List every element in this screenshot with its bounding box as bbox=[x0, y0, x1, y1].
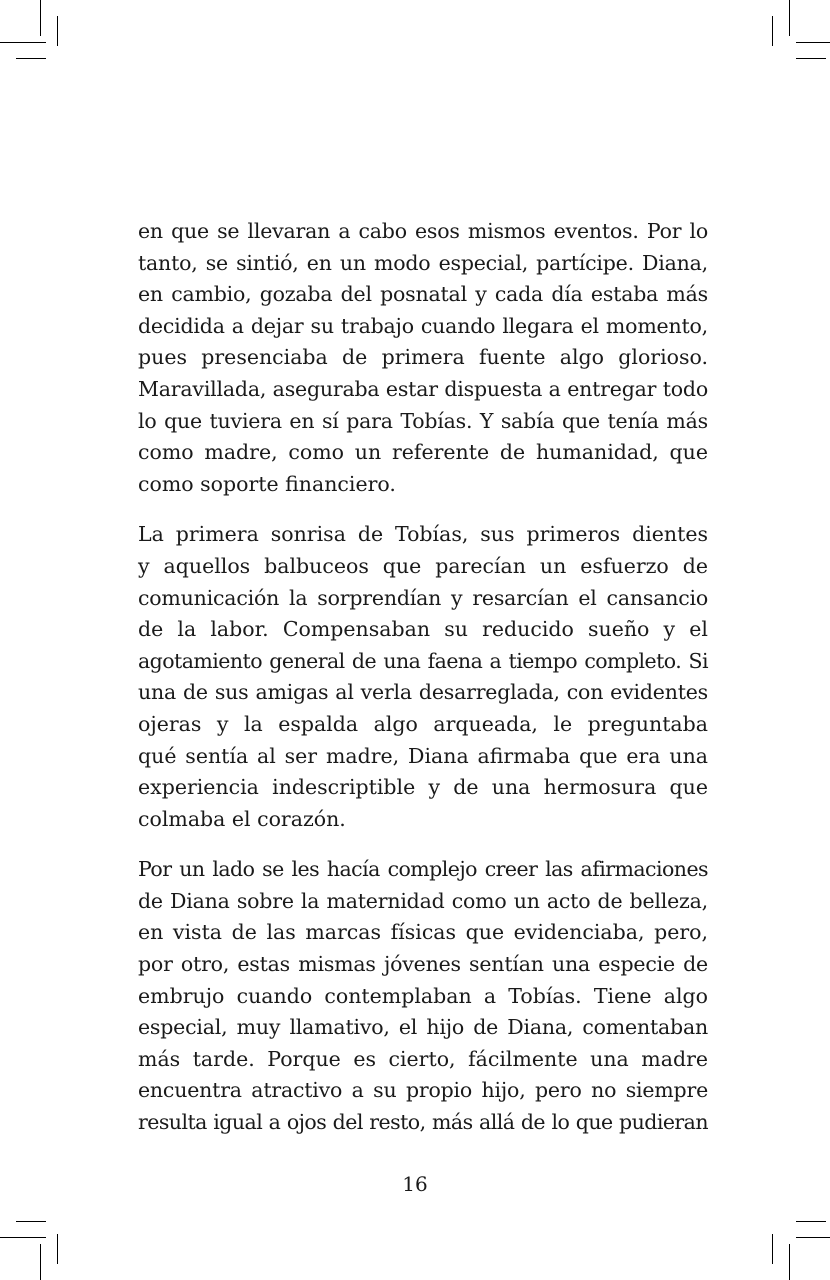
text-line: comunicación la sorprendían y resarcían el cansancio bbox=[138, 585, 708, 610]
text-line: encuentra atractivo a su propio hijo, pero no siempre bbox=[138, 1078, 708, 1103]
crop-mark-top-right-v2 bbox=[772, 16, 773, 46]
text-line: como soporte financiero. bbox=[138, 471, 396, 496]
text-line: en vista de las marcas físicas que evidenciaba, pero, bbox=[138, 920, 708, 945]
text-line: decidida a dejar su trabajo cuando llegara el momento, bbox=[138, 313, 708, 338]
text-line: más tarde. Porque es cierto, fácilmente una madre bbox=[138, 1046, 708, 1071]
text-line: ojeras y la espalda algo arqueada, le preguntaba bbox=[138, 711, 708, 736]
crop-mark-top-right-h bbox=[796, 42, 830, 43]
crop-mark-bottom-left-h2 bbox=[16, 1221, 46, 1222]
crop-mark-bottom-right-h2 bbox=[796, 1221, 826, 1222]
text-line: tanto, se sintió, en un modo especial, partícipe. Diana, bbox=[138, 250, 708, 275]
crop-mark-top-left-h2 bbox=[16, 58, 46, 59]
text-line: una de sus amigas al verla desarreglada, con evidentes bbox=[138, 680, 708, 705]
paragraph-1 bbox=[138, 216, 708, 500]
crop-mark-bottom-left-v2 bbox=[57, 1234, 58, 1264]
text-line: agotamiento general de una faena a tiempo completo. Si bbox=[138, 648, 708, 673]
crop-mark-top-right-v bbox=[789, 0, 790, 36]
text-line: resulta igual a ojos del resto, más allá de lo que pudieran bbox=[138, 1110, 708, 1135]
text-line: por otro, estas mismas jóvenes sentían una especie de bbox=[138, 952, 708, 977]
paragraph-3 bbox=[138, 854, 708, 1138]
crop-mark-bottom-right-v bbox=[789, 1244, 790, 1280]
crop-mark-bottom-left-h bbox=[0, 1237, 46, 1238]
text-line: embrujo cuando contemplaban a Tobías. Tiene algo bbox=[138, 983, 708, 1008]
body-text bbox=[138, 216, 708, 1158]
crop-mark-top-left-h bbox=[0, 42, 46, 43]
text-line: de la labor. Compensaban su reducido sueño y el bbox=[138, 617, 708, 642]
paragraph-2 bbox=[138, 519, 708, 835]
crop-mark-top-left-v bbox=[40, 0, 41, 36]
text-line: de Diana sobre la maternidad como un acto de belleza, bbox=[138, 888, 708, 913]
crop-mark-bottom-right-h bbox=[796, 1237, 830, 1238]
text-line: qué sentía al ser madre, Diana afirmaba que era una bbox=[138, 743, 708, 768]
text-line: especial, muy llamativo, el hijo de Diana, comentaban bbox=[138, 1015, 708, 1040]
text-line: lo que tuviera en sí para Tobías. Y sabía que tenía más bbox=[138, 408, 708, 433]
crop-mark-bottom-right-v2 bbox=[772, 1234, 773, 1264]
text-line: como madre, como un referente de humanidad, que bbox=[138, 440, 708, 465]
crop-mark-top-left-v2 bbox=[57, 16, 58, 46]
text-line: Maravillada, aseguraba estar dispuesta a entregar todo bbox=[138, 376, 708, 401]
text-line: Por un lado se les hacía complejo creer las afirmaciones bbox=[138, 857, 708, 882]
text-line: colmaba el corazón. bbox=[138, 806, 346, 831]
text-line: en que se llevaran a cabo esos mismos eventos. Por lo bbox=[138, 219, 708, 243]
crop-mark-bottom-left-v bbox=[40, 1244, 41, 1280]
text-line: La primera sonrisa de Tobías, sus primeros dientes bbox=[138, 522, 708, 547]
text-line: y aquellos balbuceos que parecían un esfuerzo de bbox=[138, 553, 708, 578]
text-line: experiencia indescriptible y de una hermosura que bbox=[138, 775, 708, 800]
text-line: pues presenciaba de primera fuente algo glorioso. bbox=[138, 345, 708, 370]
text-line: en cambio, gozaba del posnatal y cada día estaba más bbox=[138, 282, 708, 307]
crop-mark-top-right-h2 bbox=[796, 58, 826, 59]
page-number: 16 bbox=[402, 1172, 428, 1196]
